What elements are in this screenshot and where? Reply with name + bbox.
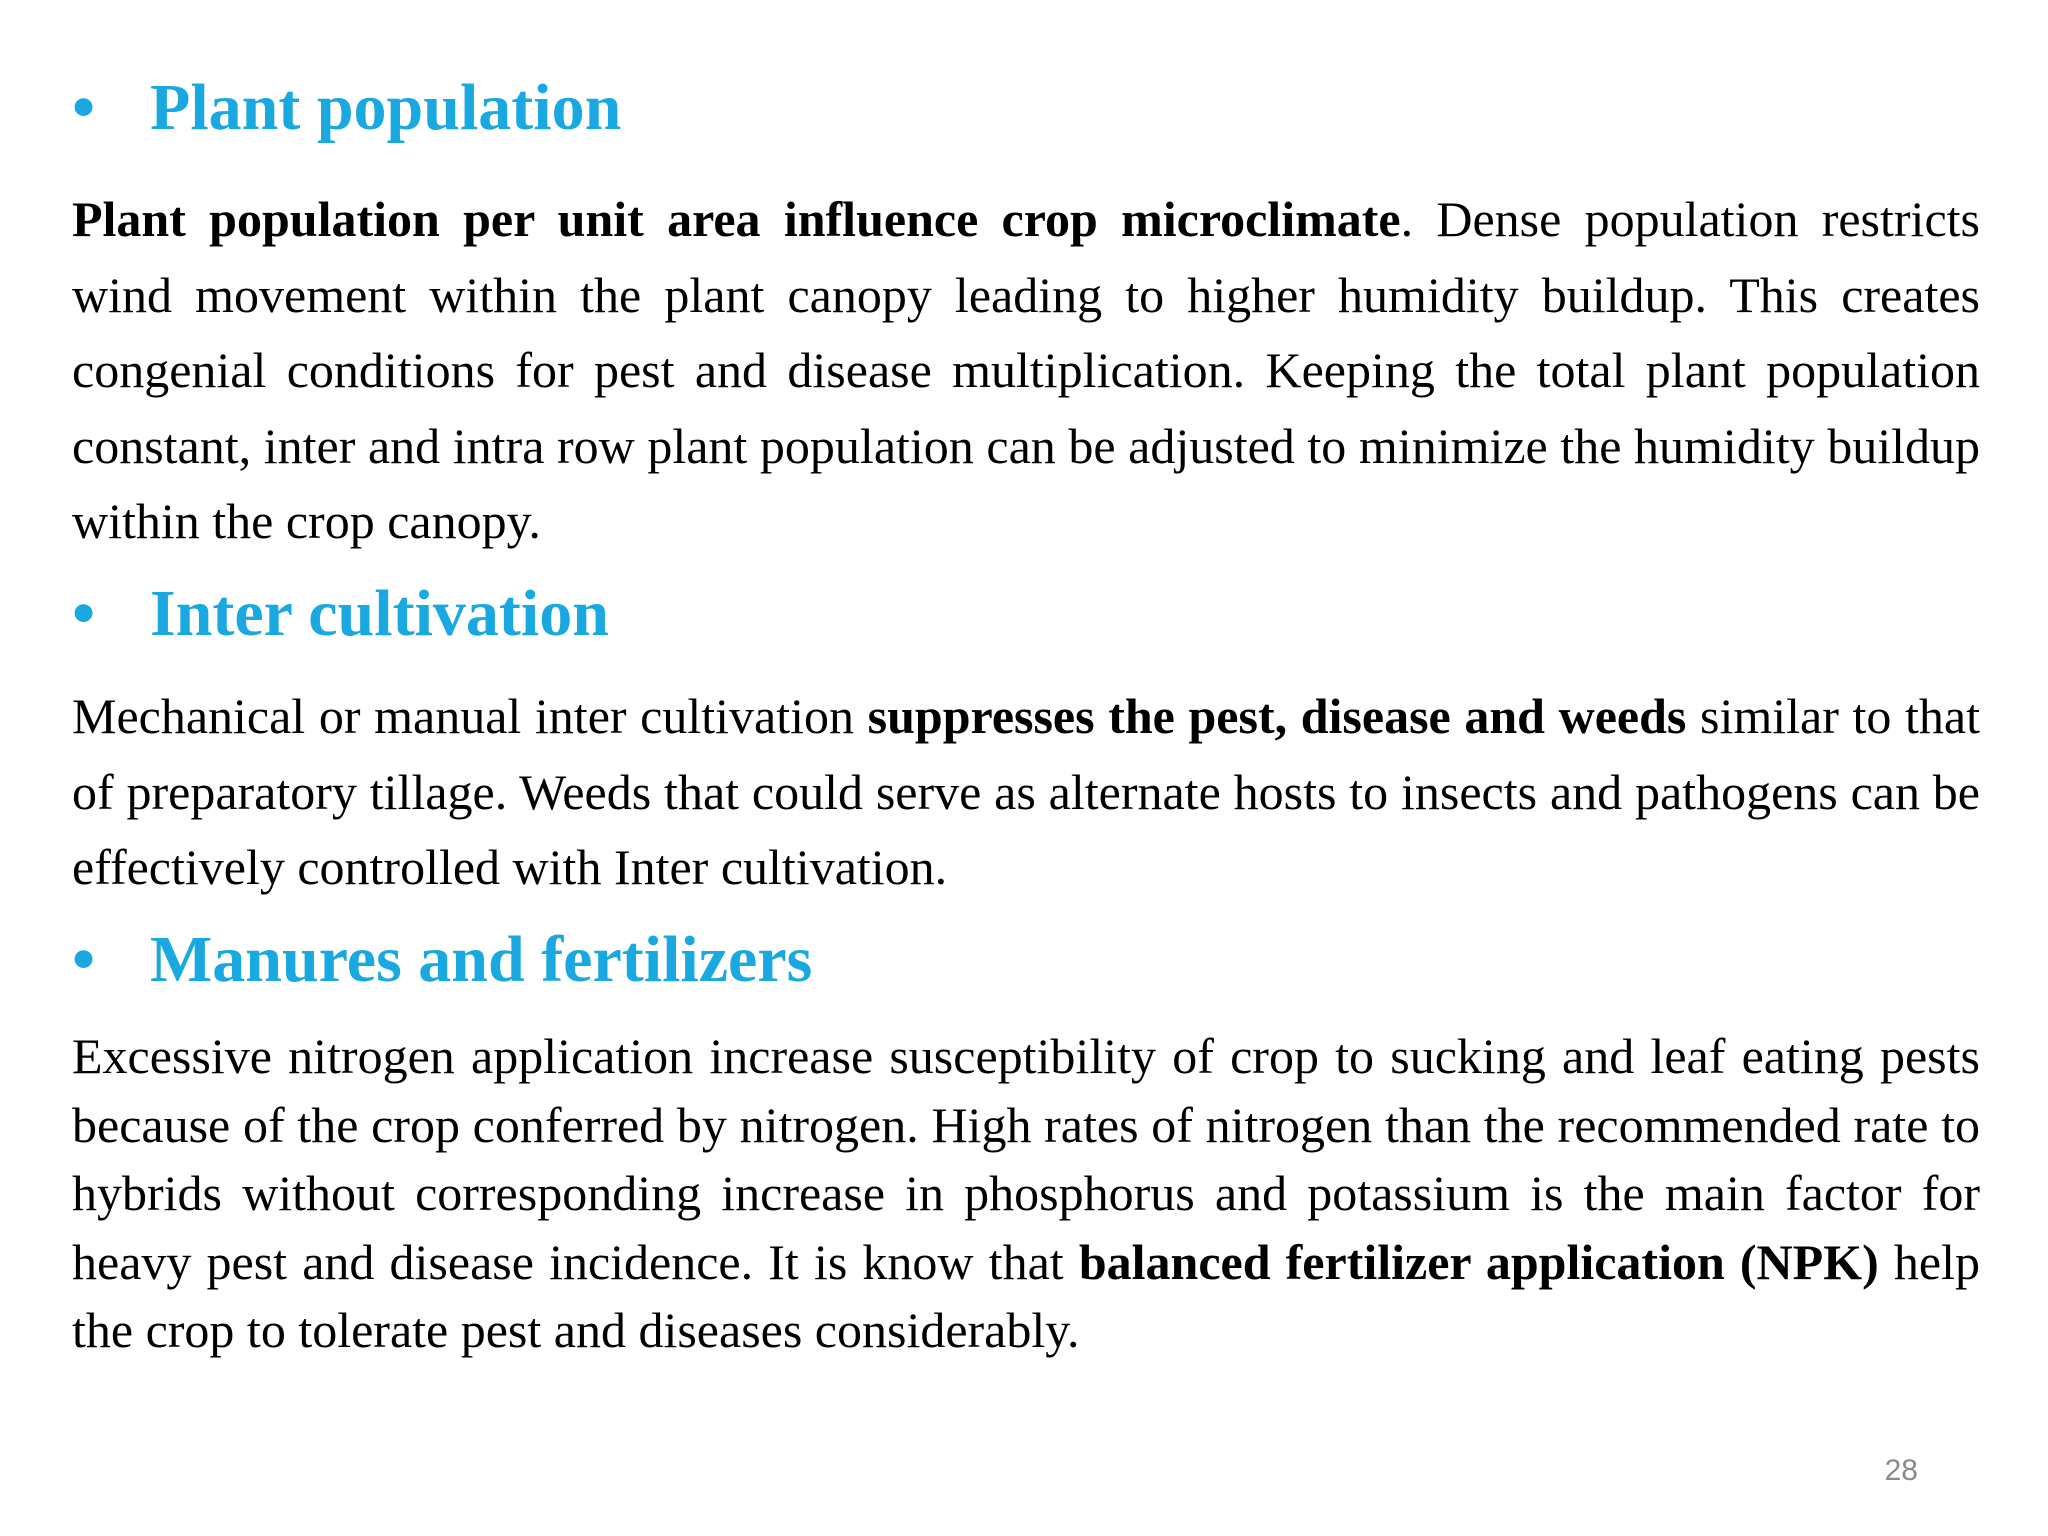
bold-emphasis-text: balanced fertilizer application (NPK) bbox=[1078, 1233, 1879, 1290]
bullet-icon: • bbox=[72, 923, 96, 996]
paragraph-manures-and-fertilizers bbox=[72, 1022, 1980, 1365]
bold-emphasis-text: suppresses the pest, disease and weeds bbox=[867, 688, 1687, 744]
heading-text: Inter cultivation bbox=[150, 577, 609, 650]
heading-text: Manures and fertilizers bbox=[150, 923, 813, 996]
bold-lead-text: Plant population per unit area influence crop microclimate bbox=[72, 191, 1401, 247]
paragraph-inter-cultivation bbox=[72, 679, 1980, 906]
body-text: similar to that of preparatory tillage. Weeds that could serve as alternate hosts to insects and pathogens can be effectively controlled with Inter cultivation. bbox=[72, 688, 1981, 895]
bullet-icon: • bbox=[72, 577, 96, 650]
page-number: 28 bbox=[1884, 1454, 1918, 1487]
body-text: Excessive nitrogen application increase susceptibility of crop to sucking and leaf eating pests because of the crop conferred by nitrogen. High rates of nitrogen than the recommended rate to hybrids without corresponding increase in phosphorus and potassium is the main factor for heavy pest and disease incidence. It is know that bbox=[72, 1028, 1980, 1290]
section-heading-manures-and-fertilizers bbox=[72, 922, 812, 998]
bullet-icon: • bbox=[72, 71, 96, 144]
paragraph-plant-population bbox=[72, 182, 1980, 560]
section-heading-inter-cultivation bbox=[72, 576, 609, 652]
body-text: help the crop to tolerate pest and diseases considerably. bbox=[72, 1233, 1980, 1358]
heading-text: Plant population bbox=[150, 71, 622, 144]
section-heading-plant-population bbox=[72, 70, 621, 146]
body-text: Mechanical or manual inter cultivation bbox=[72, 688, 868, 744]
body-text: . Dense population restricts wind movement within the plant canopy leading to higher humidity buildup. This creates congenial conditions for pest and disease multiplication. Keeping the total plant population constant, inter and intra row plant population can be adjusted to minimize the humidity buildup within the crop canopy. bbox=[72, 191, 1980, 549]
